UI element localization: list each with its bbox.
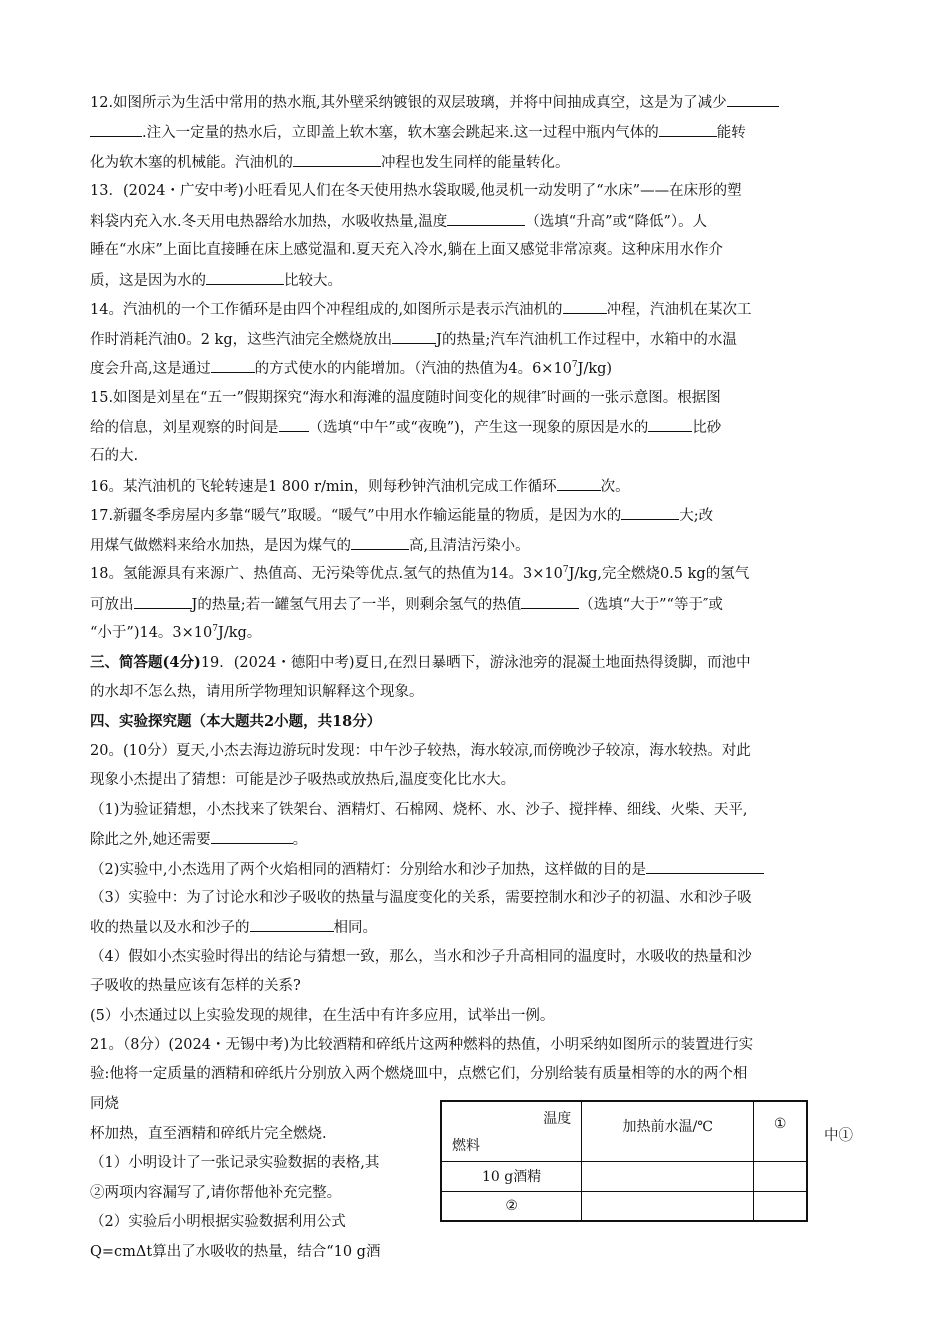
q21-side-text: 中① — [824, 1128, 853, 1144]
table-header-missing-1: ① — [754, 1101, 807, 1161]
answer-blank[interactable] — [90, 122, 142, 137]
q16-line-1: 16。某汽油机的飞轮转速是1 800 r/min，则每秒钟汽油机完成工作循环 次。 — [90, 476, 630, 497]
q20-line-9: 子吸收的热量应该有怎样的关系? — [90, 978, 301, 994]
q21-line-7: （2）实验后小明根据实验数据利用公式 — [90, 1214, 346, 1230]
table-row-missing-2: ② — [441, 1191, 582, 1221]
answer-blank[interactable] — [279, 417, 309, 432]
answer-blank[interactable] — [521, 594, 579, 609]
q20-line-1: 20。(10分）夏天,小杰去海边游玩时发现：中午沙子较热，海水较凉,而傍晚沙子较凉，海水较热。对此 — [90, 743, 751, 759]
q17-line-2: 用煤气做燃料来给水加热，是因为煤气的 高,且清洁污染小。 — [90, 535, 530, 556]
q21-line-3: 同烧 — [90, 1096, 119, 1112]
q13-line-4: 质，这是因为水的 比较大。 — [90, 270, 342, 291]
q15-line-2: 给的信息，刘星观察的时间是 （选填“中午”或“夜晚”)，产生这一现象的原因是水的 比砂 — [90, 417, 721, 438]
answer-blank[interactable] — [563, 299, 607, 314]
answer-blank[interactable] — [659, 122, 717, 137]
q18-line-3: “小于”)14。$3\times 10^7J/kg$。 — [90, 624, 262, 641]
table-cell[interactable] — [582, 1161, 754, 1191]
q19-line-2: 的水却不怎么热，请用所学物理知识解释这个现象。 — [90, 684, 424, 700]
q21-line-6: ②两项内容漏写了,请你帮他补充完整。 — [90, 1185, 342, 1201]
table-cell[interactable] — [754, 1161, 807, 1191]
q20-line-5: （2)实验中,小杰选用了两个火焰相同的酒精灯：分别给水和沙子加热，这样做的目的是 — [90, 859, 764, 880]
answer-blank[interactable] — [646, 859, 764, 874]
q21-line-4: 杯加热，直至酒精和碎纸片完全燃烧. — [90, 1126, 327, 1142]
data-record-table — [440, 1100, 808, 1222]
q21-line-1: 21。（8分）(2024・无锡中考)为比较酒精和碎纸片这两种燃料的热值，小明采纳如图所示的装置进行实 — [90, 1037, 754, 1053]
q20-line-6: （3）实验中：为了讨论水和沙子吸收的热量与温度变化的关系，需要控制水和沙子的初温、水和沙子吸 — [90, 890, 752, 906]
corner-header-temperature: 温度 — [543, 1111, 572, 1127]
q20-line-8: （4）假如小杰实验时得出的结论与猜想一致，那么，当水和沙子升高相同的温度时，水吸收的热量和沙 — [90, 949, 752, 965]
answer-blank[interactable] — [211, 829, 293, 844]
q18-line-2: 可放出 J的热量;若一罐氢气用去了一半，则剩余氢气的热值 （选填“大于”“等于″或 — [90, 594, 723, 615]
answer-blank[interactable] — [392, 329, 436, 344]
answer-blank[interactable] — [206, 270, 284, 285]
short-answer-section: 三、简答题(4分)19．(2024・德阳中考)夏日,在烈日暴晒下，游泳池旁的混凝土地面热得烫脚，而池中 — [90, 654, 751, 671]
q15-line-3: 石的大. — [90, 448, 139, 464]
q21-line-8: Q=cmΔt算出了水吸收的热量，结合“10 g酒 — [90, 1244, 381, 1260]
answer-blank[interactable] — [293, 152, 381, 167]
table-corner-cell — [441, 1101, 582, 1161]
q20-line-3: （1)为验证猜想，小杰找来了铁架台、酒精灯、石棉网、烧杯、水、沙子、搅拌棒、细线、火柴、天平, — [90, 802, 748, 818]
answer-blank[interactable] — [211, 358, 255, 373]
q12-line-1: 12.如图所示为生活中常用的热水瓶,其外壁采纳镀银的双层玻璃，并将中间抽成真空，这是为了减少 — [90, 92, 779, 113]
q20-line-7: 收的热量以及水和沙子的 相同。 — [90, 917, 377, 938]
q18-line-1: 18。氢能源具有来源广、热值高、无污染等优点.氢气的热值为14。$3\times 10^7J/kg$,完全燃烧0.5 kg的氢气 — [90, 565, 750, 582]
q14-line-2: 作时消耗汽油0。2 kg，这些汽油完全燃烧放出 J的热量;汽车汽油机工作过程中，水箱中的水温 — [90, 329, 737, 350]
q14-line-1: 14。汽油机的一个工作循环是由四个冲程组成的,如图所示是表示汽油机的 冲程，汽油机在某次工 — [90, 299, 752, 320]
answer-blank[interactable] — [557, 476, 601, 491]
q14-line-3: 度会升高,这是通过 的方式使水的内能增加。（汽油的热值为4。$6\times 10^7J/kg$) — [90, 358, 612, 379]
answer-blank[interactable] — [727, 92, 779, 107]
section-heading: 四、实验探究题（本大题共2小题，共18分） — [90, 713, 382, 730]
answer-blank[interactable] — [134, 594, 192, 609]
q15-line-1: 15.如图是刘星在“五一”假期探究“海水和海滩的温度随时间变化的规律″时画的一张示意图。根据图 — [90, 390, 721, 406]
q21-line-5: （1）小明设计了一张记录实验数据的表格,其 — [90, 1155, 380, 1171]
answer-blank[interactable] — [621, 505, 679, 520]
table-row-alcohol: 10 g酒精 — [441, 1161, 582, 1191]
q13-line-2: 料袋内充入水.冬天用电热器给水加热，水吸收热量,温度 （选填“升高”或“降低”）。人 — [90, 211, 707, 232]
q12-line-2: .注入一定量的热水后，立即盖上软木塞，软木塞会跳起来.这一过程中瓶内气体的 能转 — [90, 122, 746, 143]
section-heading: 三、简答题(4分) — [90, 654, 201, 671]
q13-line-3: 睡在“水床”上面比直接睡在床上感觉温和.夏天充入冷水,躺在上面又感觉非常凉爽。这种床用水作介 — [90, 242, 724, 258]
table-cell[interactable] — [582, 1191, 754, 1221]
q12-line-3: 化为软木塞的机械能。汽油机的 冲程也发生同样的能量转化。 — [90, 152, 570, 173]
q17-line-1: 17.新疆冬季房屋内多靠“暖气”取暖。“暖气”中用水作输运能量的物质，是因为水的 大;改 — [90, 505, 713, 526]
answer-blank[interactable] — [250, 917, 334, 932]
answer-blank[interactable] — [351, 535, 409, 550]
table-header-initial-temp: 加热前水温/℃ — [582, 1101, 754, 1161]
table-cell[interactable] — [754, 1191, 807, 1221]
q20-line-2: 现象小杰提出了猜想：可能是沙子吸热或放热后,温度变化比水大。 — [90, 772, 516, 788]
q21-line-2: 验:他将一定质量的酒精和碎纸片分别放入两个燃烧皿中，点燃它们，分别给装有质量相等的水的两个相 — [90, 1066, 748, 1082]
answer-blank[interactable] — [648, 417, 692, 432]
q13-line-1: 13．(2024・广安中考)小旺看见人们在冬天使用热水袋取暖,他灵机一动发明了“水床”——在床形的塑 — [90, 183, 742, 199]
answer-blank[interactable] — [447, 211, 525, 226]
q20-line-4: 除此之外,她还需要 。 — [90, 829, 307, 850]
corner-header-fuel: 燃料 — [452, 1137, 480, 1154]
q20-line-10: (5）小杰通过以上实验发现的规律，在生活中有许多应用，试举出一例。 — [90, 1008, 555, 1024]
